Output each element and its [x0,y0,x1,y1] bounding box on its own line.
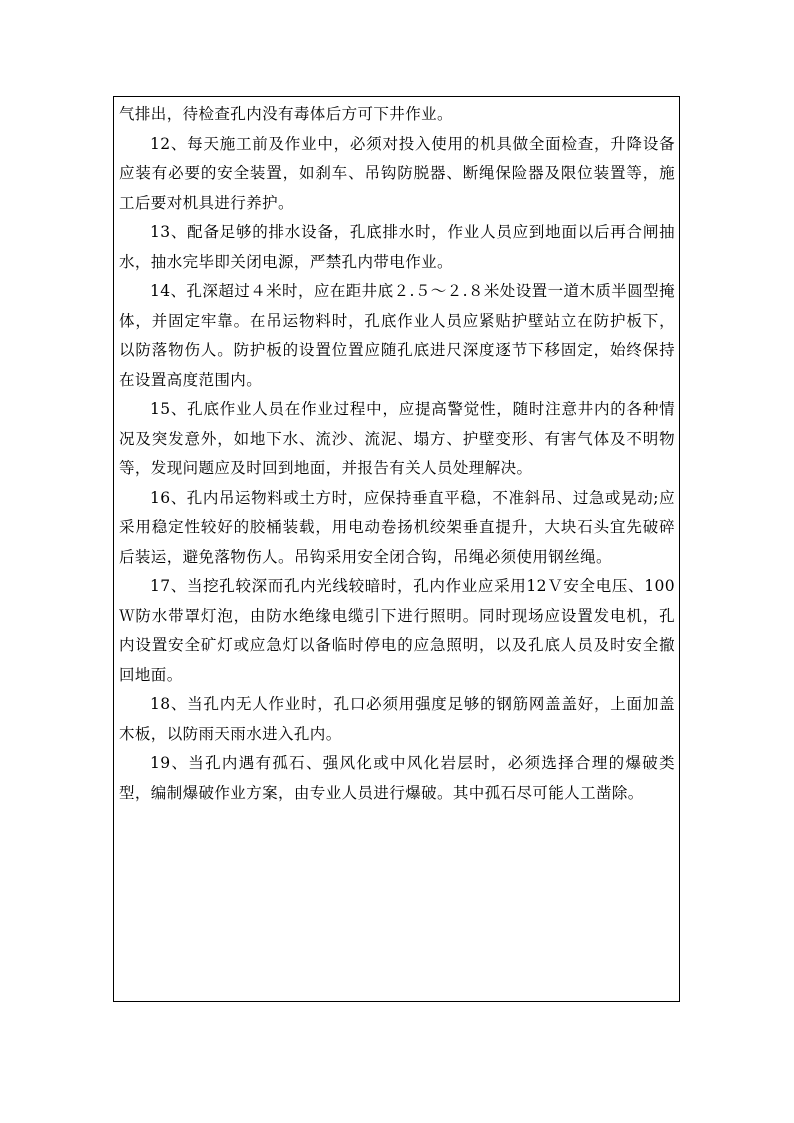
document-body [119,100,675,808]
paragraph-item-14: 14、孔深超过４米时，应在距井底２.５～２.８米处设置一道木质半圆型掩体，并固定牢靠。在吊运物料时，孔底作业人员应紧贴护壁站立在防护板下，以防落物伤人。防护板的设置位置应随孔底进尺深度逐节下移固定，始终保持在设置高度范围内。 [119,282,675,389]
paragraph-item-15: 15、孔底作业人员在作业过程中，应提高警觉性，随时注意井内的各种情况及突发意外，如地下水、流沙、流泥、塌方、护壁变形、有害气体及不明物等，发现问题应及时回到地面，并报告有关人员处理解决。 [119,400,675,477]
paragraph-continuation: 气排出，待检查孔内没有毒体后方可下井作业。 [119,105,453,123]
paragraph-item-18: 18、当孔内无人作业时，孔口必须用强度足够的钢筋网盖盖好，上面加盖木板，以防雨天雨水进入孔内。 [119,695,675,743]
paragraph-item-12: 12、每天施工前及作业中，必须对投入使用的机具做全面检查，升降设备应装有必要的安全装置，如刹车、吊钩防脱器、断绳保险器及限位装置等，施工后要对机具进行养护。 [119,134,675,212]
paragraph-item-16: 16、孔内吊运物料或土方时，应保持垂直平稳，不准斜吊、过急或晃动;应采用稳定性较好的胶桶装载，用电动卷扬机绞架垂直提升，大块石头宜先破碎后装运，避免落物伤人。吊钩采用安全闭合钩，吊绳必须使用钢丝绳。 [119,488,675,566]
paragraph-item-17: 17、当挖孔较深而孔内光线较暗时，孔内作业应采用12Ｖ安全电压、100Ｗ防水带罩灯泡，由防水绝缘电缆引下进行照明。同时现场应设置发电机，孔内设置安全矿灯或应急灯以备临时停电的应急照明，以及孔底人员及时安全撤回地面。 [119,577,675,684]
paragraph-item-19: 19、当孔内遇有孤石、强风化或中风化岩层时，必须选择合理的爆破类型，编制爆破作业方案，由专业人员进行爆破。其中孤石尽可能人工凿除。 [119,754,675,802]
paragraph-item-13: 13、配备足够的排水设备，孔底排水时，作业人员应到地面以后再合闸抽水，抽水完毕即关闭电源，严禁孔内带电作业。 [119,223,675,271]
